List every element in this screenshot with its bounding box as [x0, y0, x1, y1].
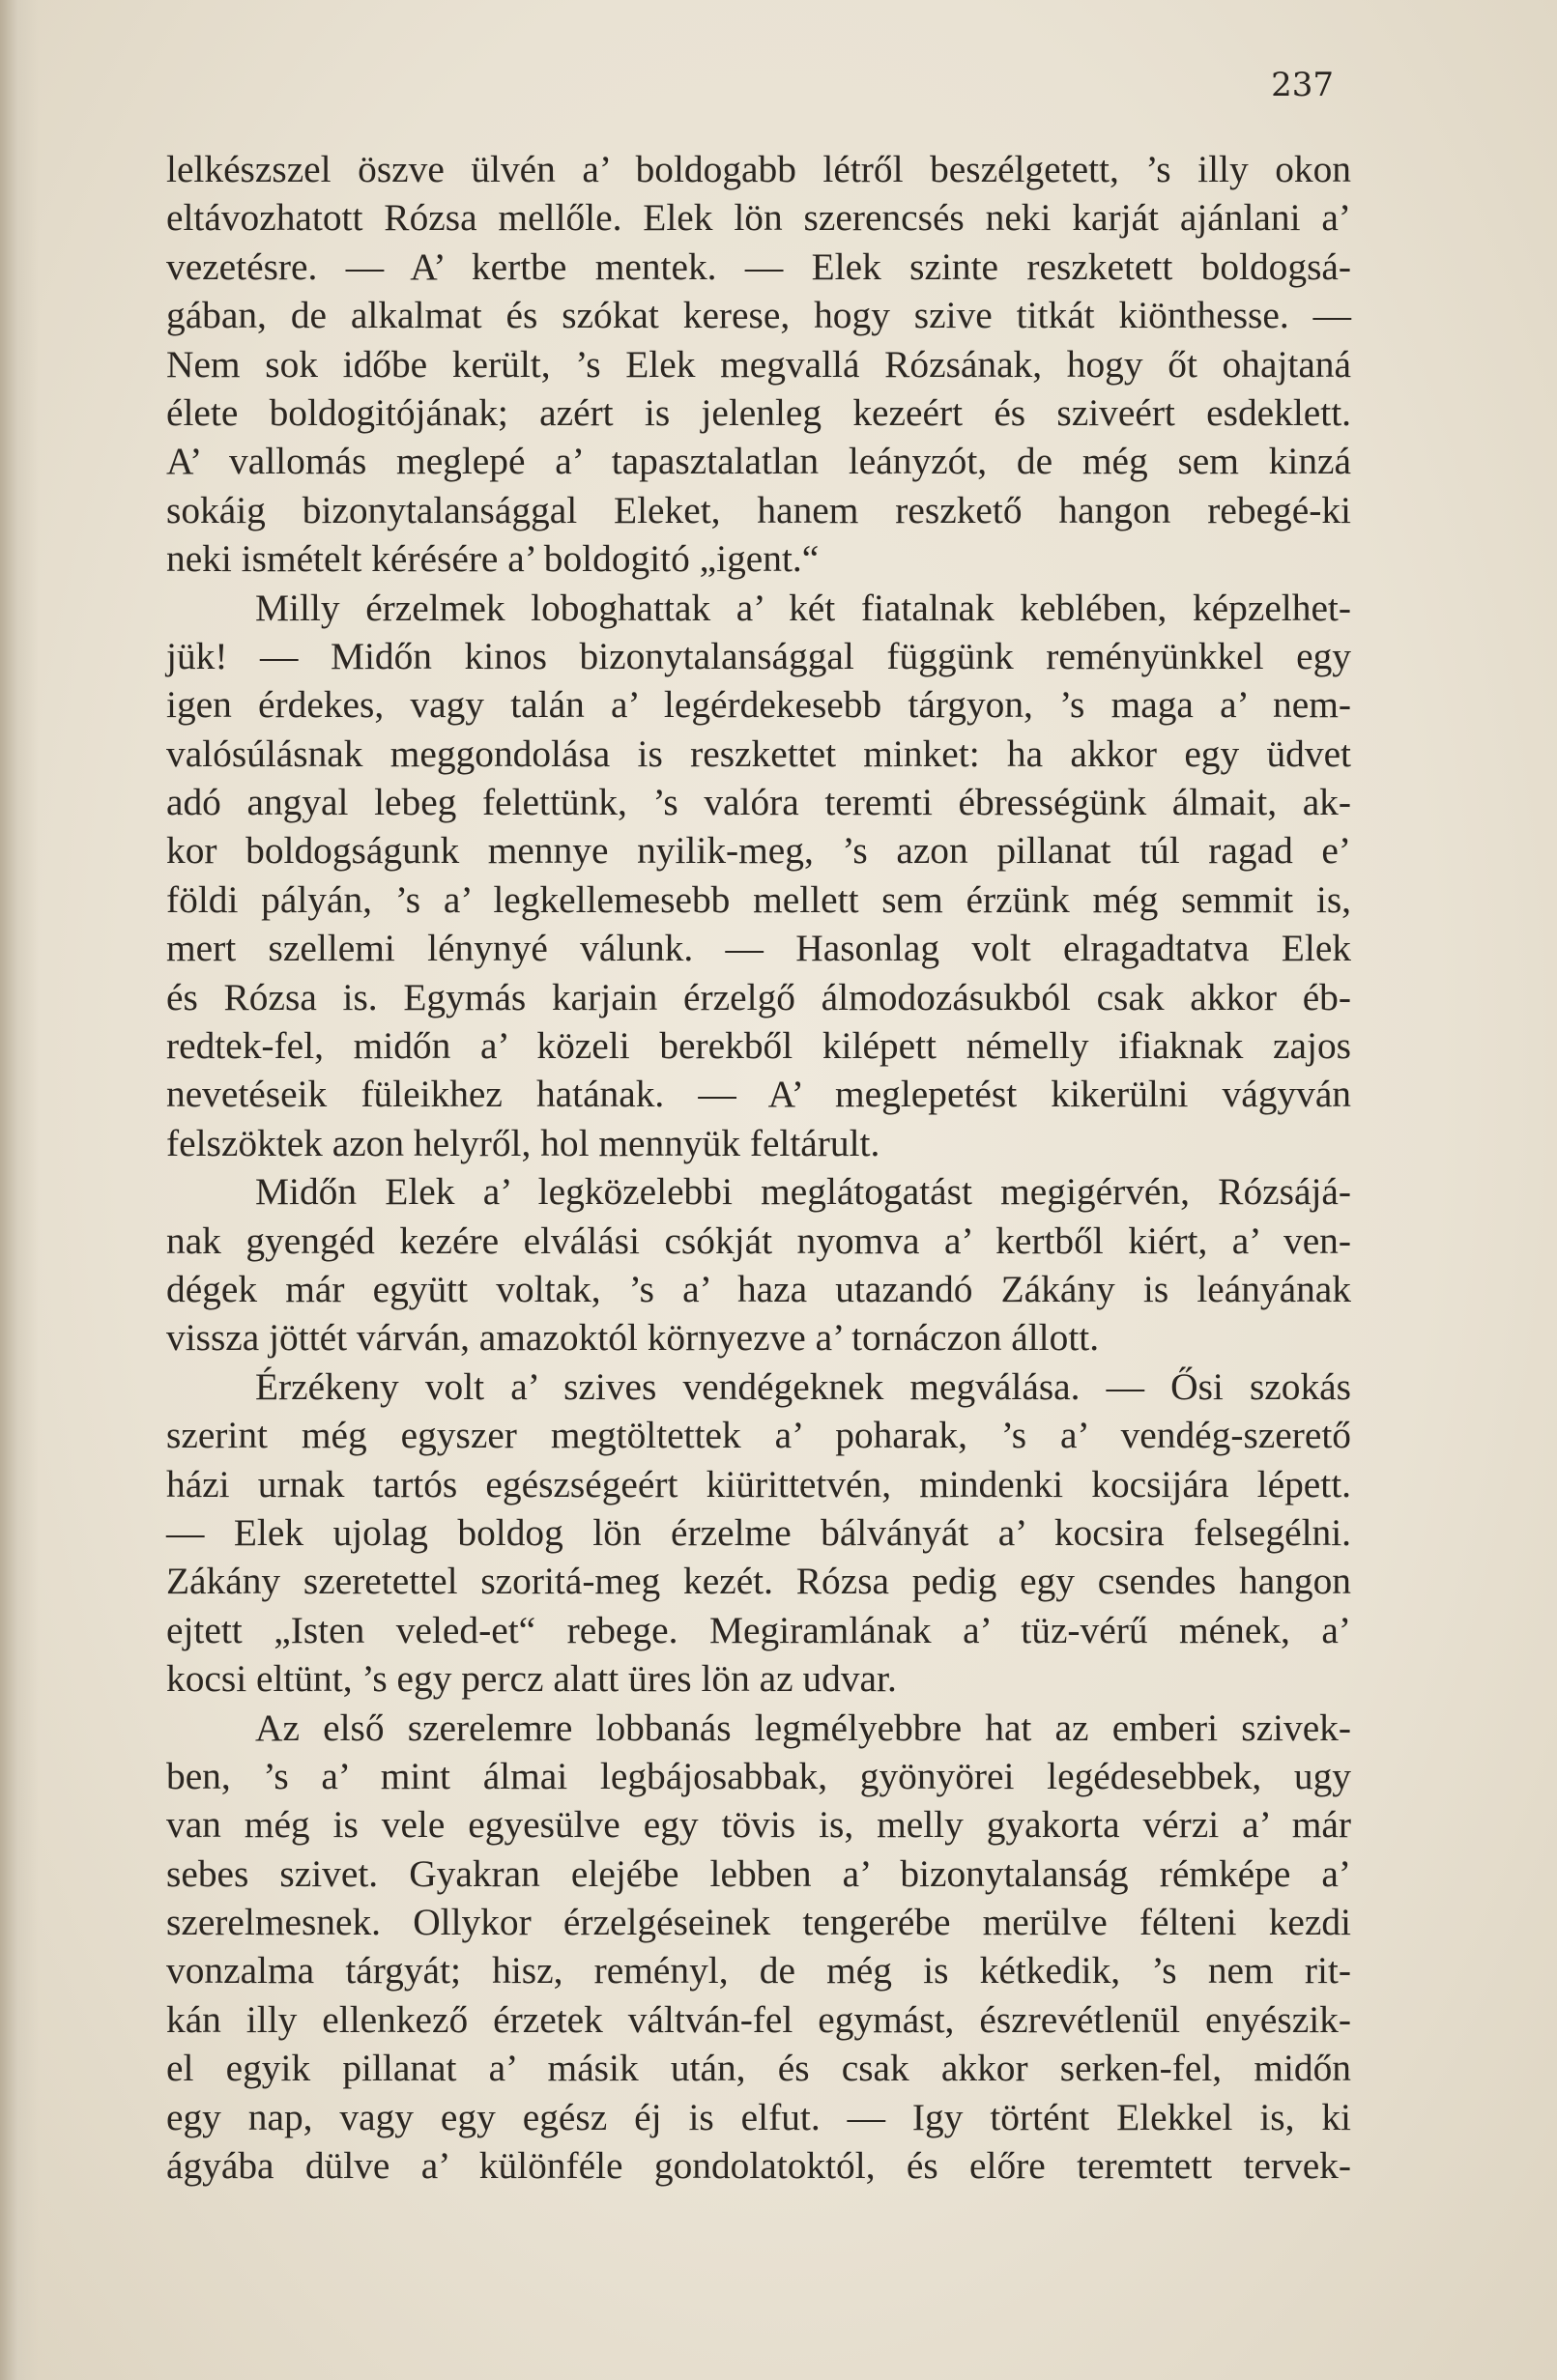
text-line: szerint még egyszer megtöltettek a’ poharak, ’s a’ vendég-szerető	[166, 1414, 1351, 1457]
text-line: kocsi eltünt, ’s egy percz alatt üres lön az udvar.	[166, 1657, 897, 1701]
text-line: és Rózsa is. Egymás karjain érzelgő álmodozásukból csak akkor éb-	[166, 975, 1351, 1018]
text-line: ágyába dülve a’ különféle gondolatoktól, és előre teremtett tervek-	[166, 2144, 1351, 2188]
text-line: sokáig bizonytalansággal Eleket, hanem reszkető hangon rebegé-ki	[166, 488, 1351, 531]
text-line: redtek-fel, midőn a’ közeli berekből kilépett némelly ifiaknak zajos	[166, 1024, 1351, 1068]
text-line: neki ismételt kérésére a’ boldogitó „igent.“	[166, 537, 820, 581]
text-line: Nem sok időbe került, ’s Elek megvallá Rózsának, hogy őt ohajtaná	[166, 342, 1351, 386]
text-line: egy nap, vagy egy egész éj is elfut. — Igy történt Elekkel is, ki	[166, 2095, 1351, 2138]
text-line: lelkészszel öszve ülvén a’ boldogabb létről beszélgetett, ’s illy okon	[166, 148, 1351, 190]
text-line: valósúlásnak meggondolása is reszkettet minket: ha akkor egy üdvet	[166, 731, 1351, 775]
text-line: gában, de alkalmat és szókat kerese, hogy szive titkát kiönthesse. —	[166, 294, 1351, 337]
text-line: Milly érzelmek loboghattak a’ két fiatalnak keblében, képzelhet-	[255, 586, 1351, 629]
text-line: kán illy ellenkező érzetek váltván-fel egymást, észrevétlenül enyészik-	[166, 1997, 1351, 2041]
text-line: kor boldogságunk mennye nyilik-meg, ’s azon pillanat túl ragad e’	[166, 829, 1351, 873]
text-line: Érzékeny volt a’ szives vendégeknek megválása. — Ősi szokás	[255, 1364, 1351, 1408]
text-line: van még is vele egyesülve egy tövis is, melly gyakorta vérzi a’ már	[166, 1803, 1351, 1847]
text-line: mert szellemi lénynyé válunk. — Hasonlag volt elragadtatva Elek	[166, 927, 1351, 970]
text-line: el egyik pillanat a’ másik után, és csak akkor serken-fel, midőn	[166, 2047, 1351, 2090]
text-line: ben, ’s a’ mint álmai legbájosabbak, gyönyörei legédesebbek, ugy	[166, 1754, 1351, 1797]
text-line: Zákány szeretettel szoritá-meg kezét. Rózsa pedig egy csendes hangon	[166, 1560, 1351, 1603]
text-line: sebes szivet. Gyakran elejébe lebben a’ bizonytalanság rémképe a’	[166, 1851, 1351, 1895]
text-line: Midőn Elek a’ legközelebbi meglátogatást megigérvén, Rózsájá-	[255, 1170, 1351, 1214]
text-line: jük! — Midőn kinos bizonytalansággal függünk reményünkkel egy	[166, 634, 1351, 677]
text-line: élete boldogitójának; azért is jelenleg kezeért és sziveért esdeklett.	[166, 390, 1351, 434]
text-line: vezetésre. — A’ kertbe mentek. — Elek szinte reszketett boldogsá-	[166, 244, 1351, 288]
page-number: 237	[1271, 66, 1334, 104]
page-edge-shadow	[0, 0, 39, 2380]
text-line: A’ vallomás meglepé a’ tapasztalatlan leányzót, de még sem kinzá	[166, 440, 1351, 483]
text-line: vissza jöttét várván, amazoktól környezve a’ tornáczon állott.	[166, 1316, 1100, 1360]
text-line: — Elek ujolag boldog lön érzelme bálványát a’ kocsira felsegélni.	[166, 1510, 1351, 1554]
text-line: Az első szerelemre lobbanás legmélyebbre hat az emberi szivek-	[255, 1706, 1351, 1749]
text-line: földi pályán, ’s a’ legkellemesebb mellett sem érzünk még semmit is,	[166, 877, 1351, 921]
text-line: felszöktek azon helyről, hol mennyük feltárult.	[166, 1121, 880, 1164]
text-line: adó angyal lebeg felettünk, ’s valóra teremti ébrességünk álmait, ak-	[166, 781, 1351, 824]
text-line: igen érdekes, vagy talán a’ legérdekesebb tárgyon, ’s maga a’ nem-	[166, 683, 1351, 727]
text-line: házi urnak tartós egészségeért kiürittetvén, mindenki kocsijára lépett.	[166, 1462, 1351, 1505]
text-line: szerelmesnek. Ollykor érzelgéseinek tengerébe merülve félteni kezdi	[166, 1901, 1351, 1944]
text-line: vonzalma tárgyát; hisz, reményl, de még is kétkedik, ’s nem rit-	[166, 1949, 1351, 1993]
body-text	[166, 145, 1351, 2190]
text-line: nevetéseik füleikhez hatának. — A’ meglepetést kikerülni vágyván	[166, 1073, 1351, 1116]
text-line: eltávozhatott Rózsa mellőle. Elek lön szerencsés neki karját ajánlani a’	[166, 196, 1351, 240]
text-line: nak gyengéd kezére elválási csókját nyomva a’ kertből kiért, a’ ven-	[166, 1219, 1351, 1262]
text-line: dégek már együtt voltak, ’s a’ haza utazandó Zákány is leányának	[166, 1267, 1351, 1310]
text-line: ejtett „Isten veled-et“ rebege. Megiramlának a’ tüz-vérű mének, a’	[166, 1608, 1351, 1651]
